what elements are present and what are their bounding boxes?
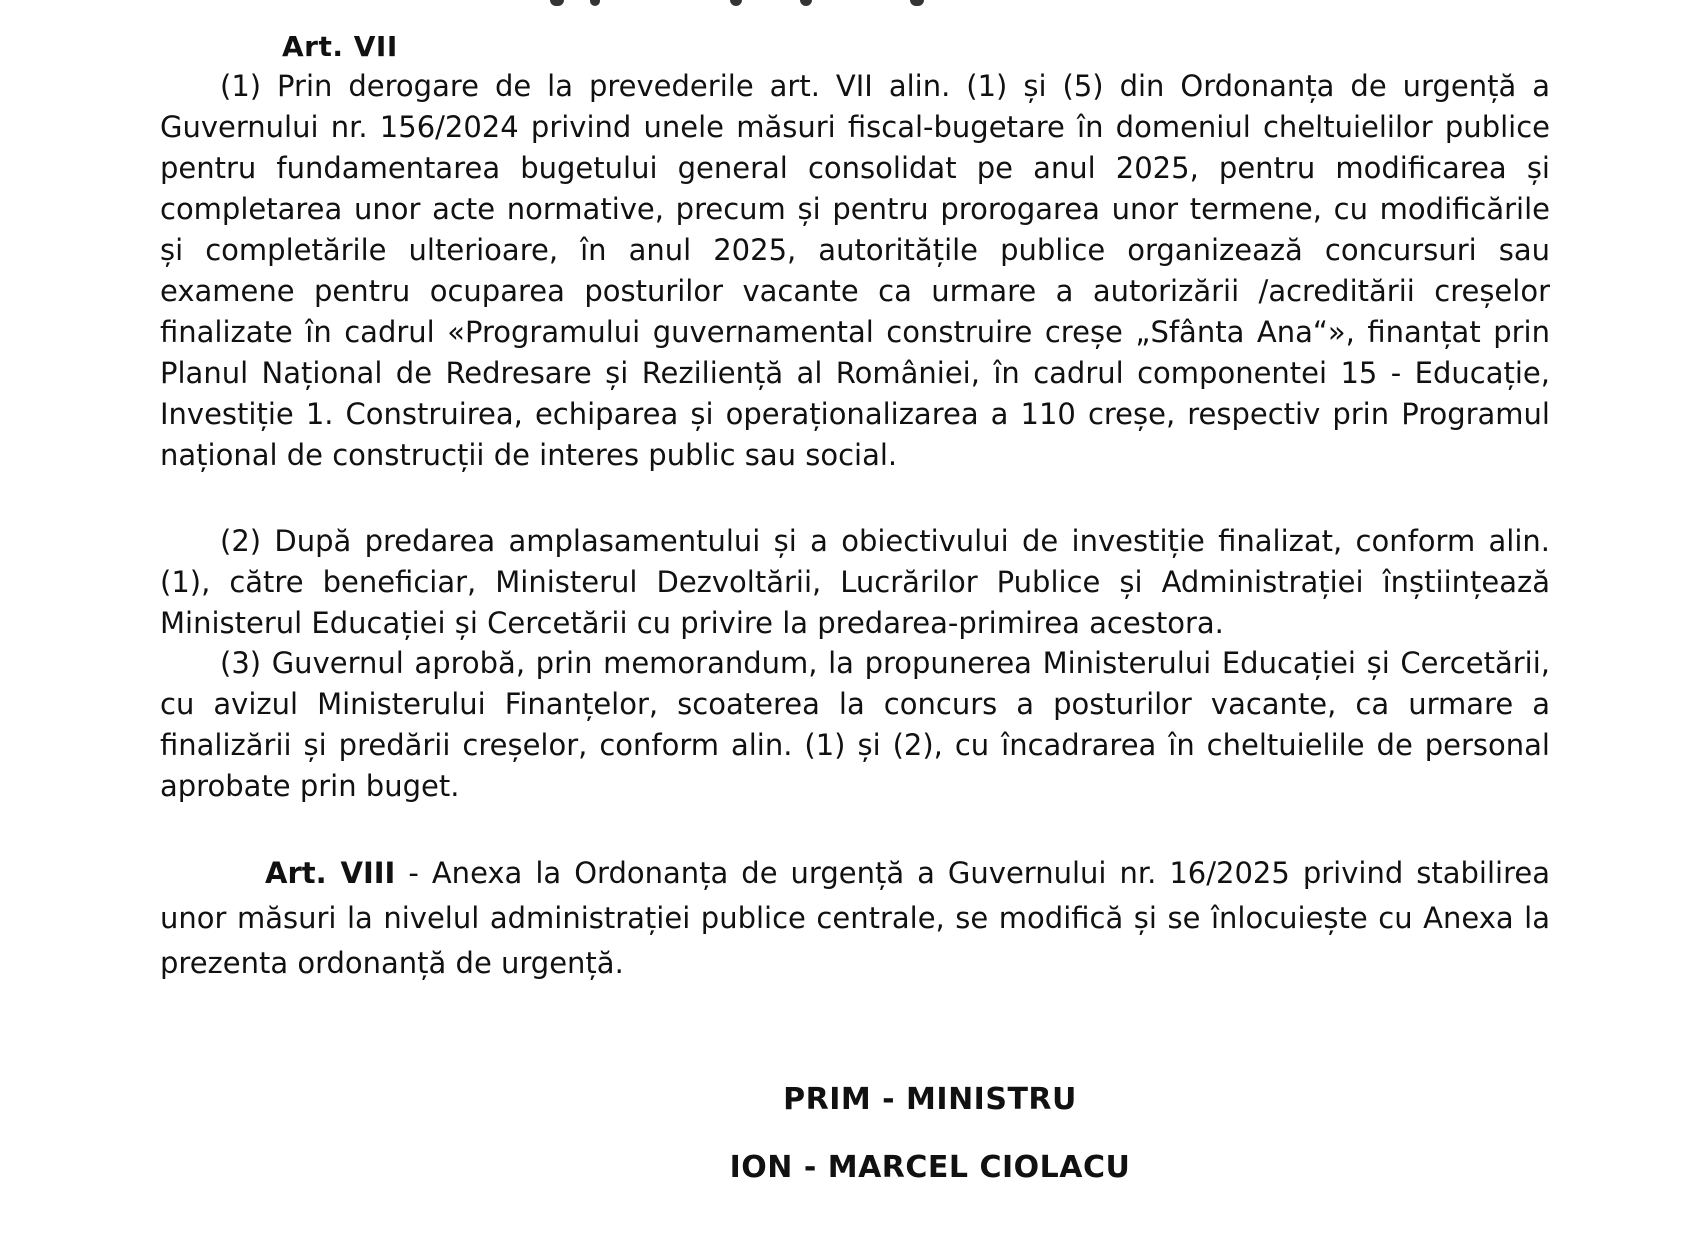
article-7-paragraph-1-block — [160, 66, 1550, 476]
article-7-paragraph-3: (3) Guvernul aprobă, prin memorandum, la propunerea Ministerului Educației și Cercetării, cu avizul Ministerului Finanțelor, scoaterea la concurs a posturilor vacante, ca urmare a finalizării și predării creșelor, conform alin. (1) și (2), cu încadrarea în cheltuielile de personal aprobate prin buget. — [160, 646, 1550, 803]
article-7-paragraph-2-block — [160, 521, 1550, 644]
signature-name-row — [0, 1150, 1690, 1185]
article-7-heading: Art. VII — [282, 30, 398, 63]
signature-title-row — [0, 1082, 1690, 1117]
signature-title: PRIM - MINISTRU — [783, 1082, 1077, 1117]
article-7-paragraph-3-block — [160, 643, 1550, 807]
article-7-paragraph-2: (2) După predarea amplasamentului și a obiectivului de investiție finalizat, conform alin. (1), către beneficiar, Ministerul Dezvoltării, Lucrărilor Publice și Administrației înștiințează Ministerul Educației și Cercetării cu privire la predarea-primirea acestora. — [160, 524, 1550, 640]
signature-name: ION - MARCEL CIOLACU — [729, 1150, 1131, 1185]
article-8-paragraph — [160, 851, 1550, 986]
article-8-label: Art. VIII — [265, 856, 396, 890]
article-7-paragraph-1: (1) Prin derogare de la prevederile art. VII alin. (1) și (5) din Ordonanța de urgență a Guvernului nr. 156/2024 privind unele măsuri fiscal-bugetare în domeniul cheltuielilor publice pentru fundamentarea bugetului general consolidat pe anul 2025, pentru modificarea și completarea unor acte normative, precum și pentru prorogarea unor termene, cu modificările și completările ulterioare, în anul 2025, autoritățile publice organizează concursuri sau examene pentru ocuparea posturilor vacante ca urmare a autorizării /acreditării creșelor finalizate în cadrul «Programului guvernamental construire creșe „Sfânta Ana“», finanțat prin Planul Național de Redresare și Reziliență al României, în cadrul componentei 15 - Educație, Investiție 1. Construirea, echiparea și operaționalizarea a 110 creșe, respectiv prin Programul național de construcții de interes public sau social. — [160, 69, 1550, 472]
article-8-text: - Anexa la Ordonanța de urgență a Guvernului nr. 16/2025 privind stabilirea unor măsuri la nivelul administrației publice centrale, se modifică și se înlocuiește cu Anexa la prezenta ordonanță de urgență. — [160, 856, 1550, 980]
cropped-previous-line — [160, 0, 1550, 6]
